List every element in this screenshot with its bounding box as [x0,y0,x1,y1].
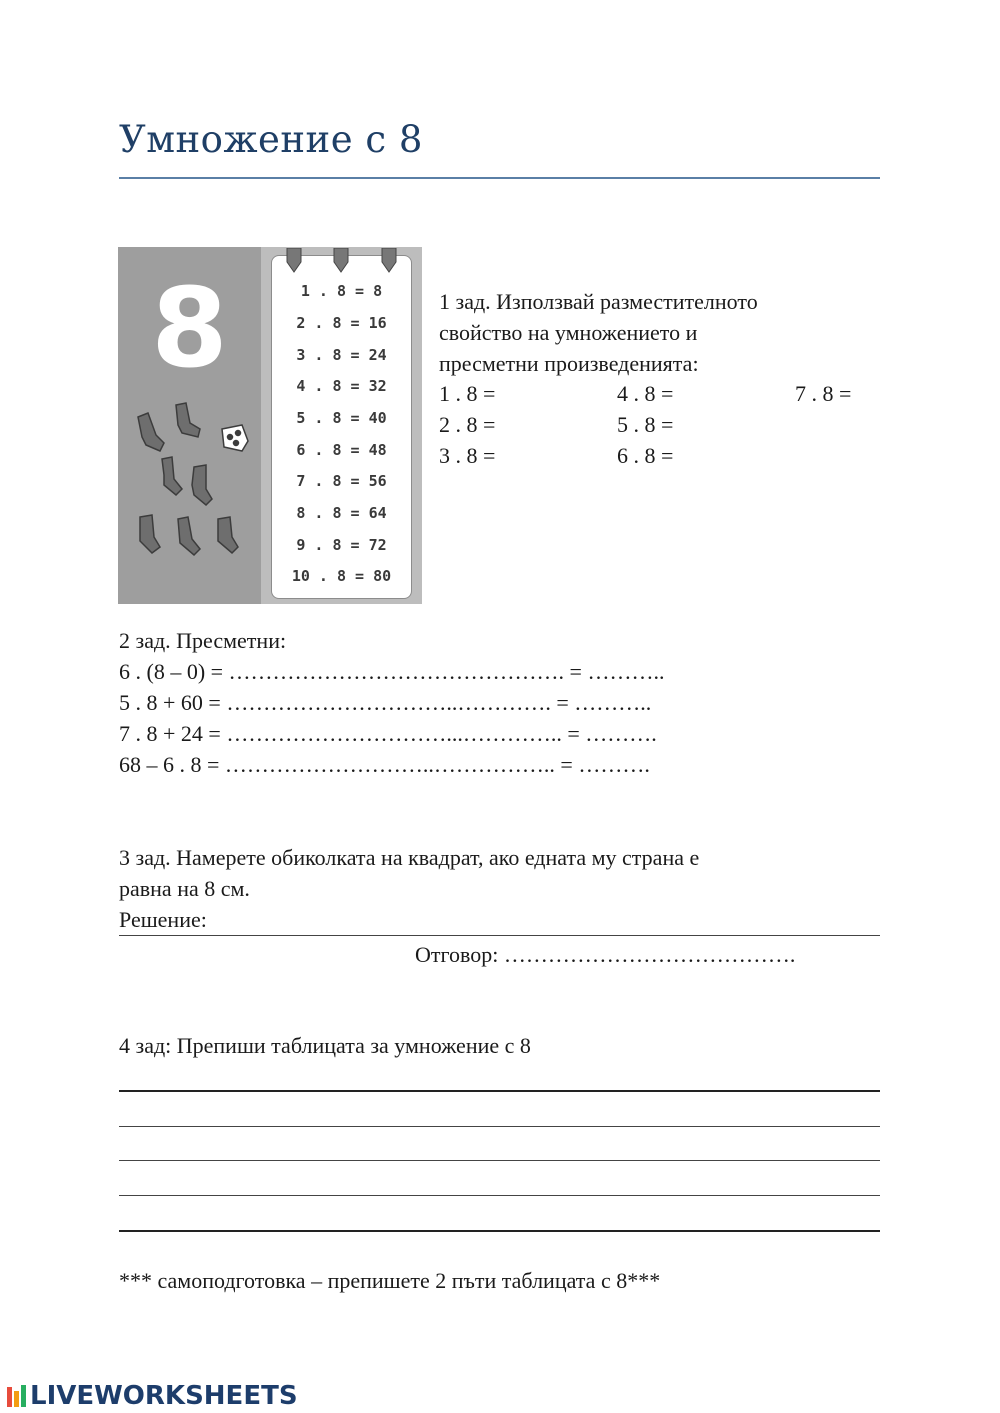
writing-line-1[interactable] [119,1090,880,1092]
task3-solution-label: Решение: [119,907,207,932]
task2-line-1: 6 . (8 – 0) = ………………………………………. = ……….. [119,659,665,684]
table-row-9: 9 . 8 = 72 [296,536,387,554]
task2-line-4: 68 – 6 . 8 = ………………………..…………….. = ………. [119,752,650,777]
task1-line2: свойство на умножението и [439,320,698,345]
task4-heading: 4 зад: Препиши таблицата за умножение с 8 [119,1033,531,1058]
table-row-1: 1 . 8 = 8 [300,282,383,300]
table-row-3: 3 . 8 = 24 [296,346,387,364]
table-row-10: 10 . 8 = 80 [291,567,392,585]
task1-expr-1: 1 . 8 = [439,381,496,406]
illustration-left-panel [118,247,261,604]
task3-answer: Отговор: …………………………………. [415,942,796,967]
task2-heading: 2 зад. Пресметни: [119,628,287,653]
table-row-6: 6 . 8 = 48 [296,441,387,459]
task1-expr-7: 7 . 8 = [795,381,852,406]
socks-icon [118,397,261,577]
liveworksheets-logo-icon [6,1383,28,1409]
table-row-8: 8 . 8 = 64 [296,504,387,522]
liveworksheets-logo[interactable] [6,1381,298,1411]
task2-line-3: 7 . 8 + 24 = …………………………...………….. = ………. [119,721,657,746]
writing-line-4[interactable] [119,1195,880,1196]
multiplication-illustration [118,247,422,604]
writing-line-5[interactable] [119,1230,880,1232]
task3-solution-line[interactable] [119,935,880,936]
pin-icon [272,248,411,278]
table-row-5: 5 . 8 = 40 [296,409,387,427]
multiplication-table-card [271,255,412,599]
task3-line2: равна на 8 см. [119,876,250,901]
task1-expr-4: 4 . 8 = [617,381,674,406]
table-row-7: 7 . 8 = 56 [296,472,387,490]
page-title: Умножение с 8 [119,118,423,161]
logo-text: LIVEWORKSHEETS [30,1381,298,1411]
task1-expr-6: 6 . 8 = [617,443,674,468]
illustration-right-panel [261,247,422,604]
table-row-2: 2 . 8 = 16 [296,314,387,332]
task1-line1: 1 зад. Използвай разместителното [439,289,758,314]
table-row-4: 4 . 8 = 32 [296,377,387,395]
task2-line-2: 5 . 8 + 60 = …………………………..…………. = ……….. [119,690,652,715]
task1-expr-2: 2 . 8 = [439,412,496,437]
big-number-eight: 8 [151,264,228,392]
footer-note: *** самоподготовка – препишете 2 пъти таблицата с 8*** [119,1268,661,1293]
task1-expr-3: 3 . 8 = [439,443,496,468]
task1-line3: пресметни произведенията: [439,351,699,376]
task3-line1: 3 зад. Намерете обиколката на квадрат, ако едната му страна е [119,845,700,870]
task1-expr-5: 5 . 8 = [617,412,674,437]
writing-line-2[interactable] [119,1126,880,1127]
title-underline [119,177,880,179]
writing-line-3[interactable] [119,1160,880,1161]
